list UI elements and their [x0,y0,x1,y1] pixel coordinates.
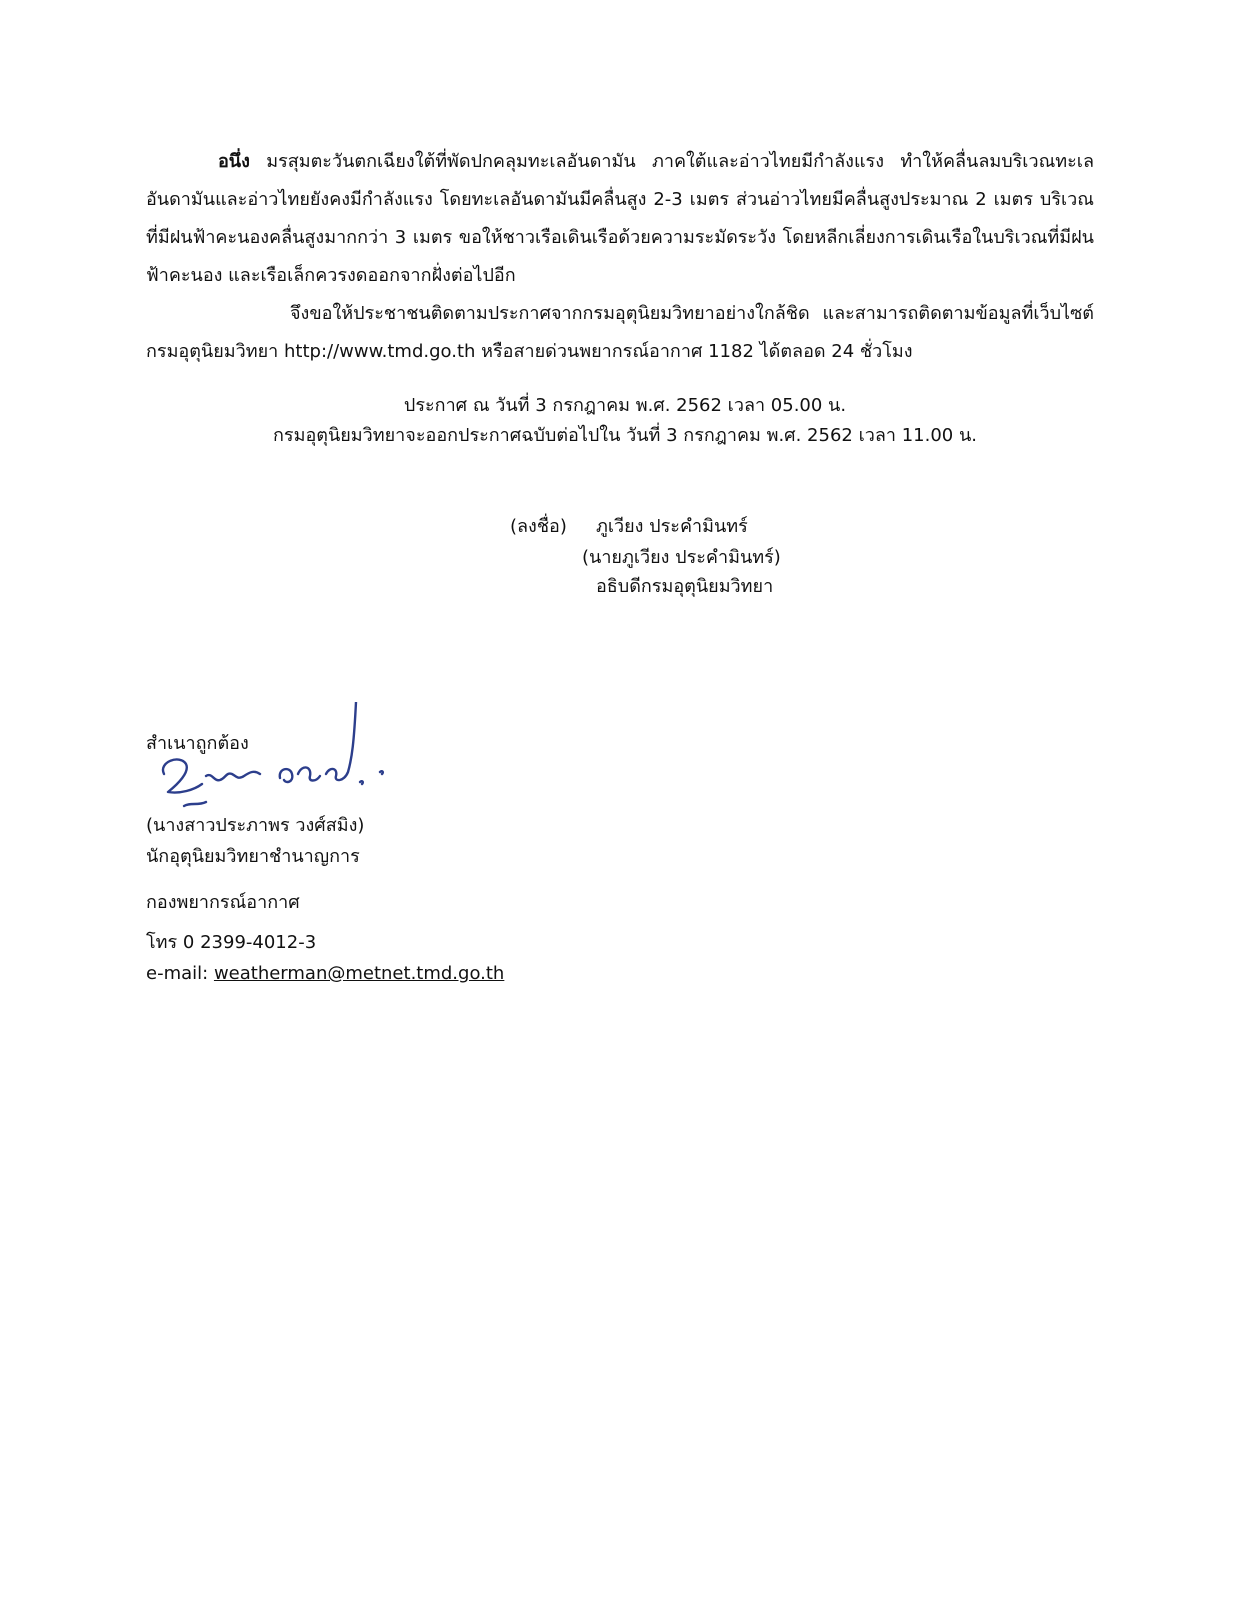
paragraph-1-lead-word: อนึ่ง [218,151,250,172]
signatory-title: อธิบดีกรมอุตุนิยมวิทยา [596,576,774,597]
handwritten-signature-image [150,702,400,812]
email-label: e-mail: [146,963,209,984]
signature-label: (ลงชื่อ) [510,516,567,537]
certifier-name: (นางสาวประภาพร วงศ์สมิง) [146,815,365,836]
paragraph-1-text: มรสุมตะวันตกเฉียงใต้ที่พัดปกคลุมทะเลอันดามัน ภาคใต้และอ่าวไทยมีกำลังแรง ทำให้คลื่นลมบริเวณทะเลอันดามันและอ่าวไทยยังคงมีกำลังแรง โดยทะเลอันดามันมีคลื่นสูง 2-3 เมตร ส่วนอ่าวไทยมีคลื่นสูงประมาณ 2 เมตร บริเวณที่มีฝนฟ้าคะนองคลื่นสูงมากกว่า 3 เมตร ขอให้ชาวเรือเดินเรือด้วยความระมัดระวัง โดยหลีกเลี่ยงการเดินเรือในบริเวณที่มีฝนฟ้าคะนอง และเรือเล็กควรงดออกจากฝั่งต่อไปอีก [146,151,1094,286]
signatory-name: ภูเวียง ประคำมินทร์ [596,516,748,537]
signatory-full-name: (นายภูเวียง ประคำมินทร์) [582,547,781,568]
email-link[interactable]: weatherman@metnet.tmd.go.th [213,963,505,984]
next-announcement-line: กรมอุตุนิยมวิทยาจะออกประกาศฉบับต่อไปใน วันที่ 3 กรกฎาคม พ.ศ. 2562 เวลา 11.00 น. [273,425,977,446]
notice-paragraph-1 [146,143,1094,295]
notice-paragraph-2 [146,295,1094,371]
certified-copy-label: สำเนาถูกต้อง [146,733,249,754]
certifier-role: นักอุตุนิยมวิทยาชำนาญการ [146,846,360,867]
certifier-department: กองพยากรณ์อากาศ [146,892,300,913]
announcement-date-line: ประกาศ ณ วันที่ 3 กรกฎาคม พ.ศ. 2562 เวลา 05.00 น. [403,395,847,416]
contact-phone: โทร 0 2399-4012-3 [146,932,317,953]
paragraph-2-text: จึงขอให้ประชาชนติดตามประกาศจากกรมอุตุนิยมวิทยาอย่างใกล้ชิด และสามารถติดตามข้อมูลที่เว็บไซต์กรมอุตุนิยมวิทยา http://www.tmd.go.th หรือสายด่วนพยากรณ์อากาศ 1182 ได้ตลอด 24 ชั่วโมง [146,303,1094,362]
contact-email-line [146,960,504,988]
